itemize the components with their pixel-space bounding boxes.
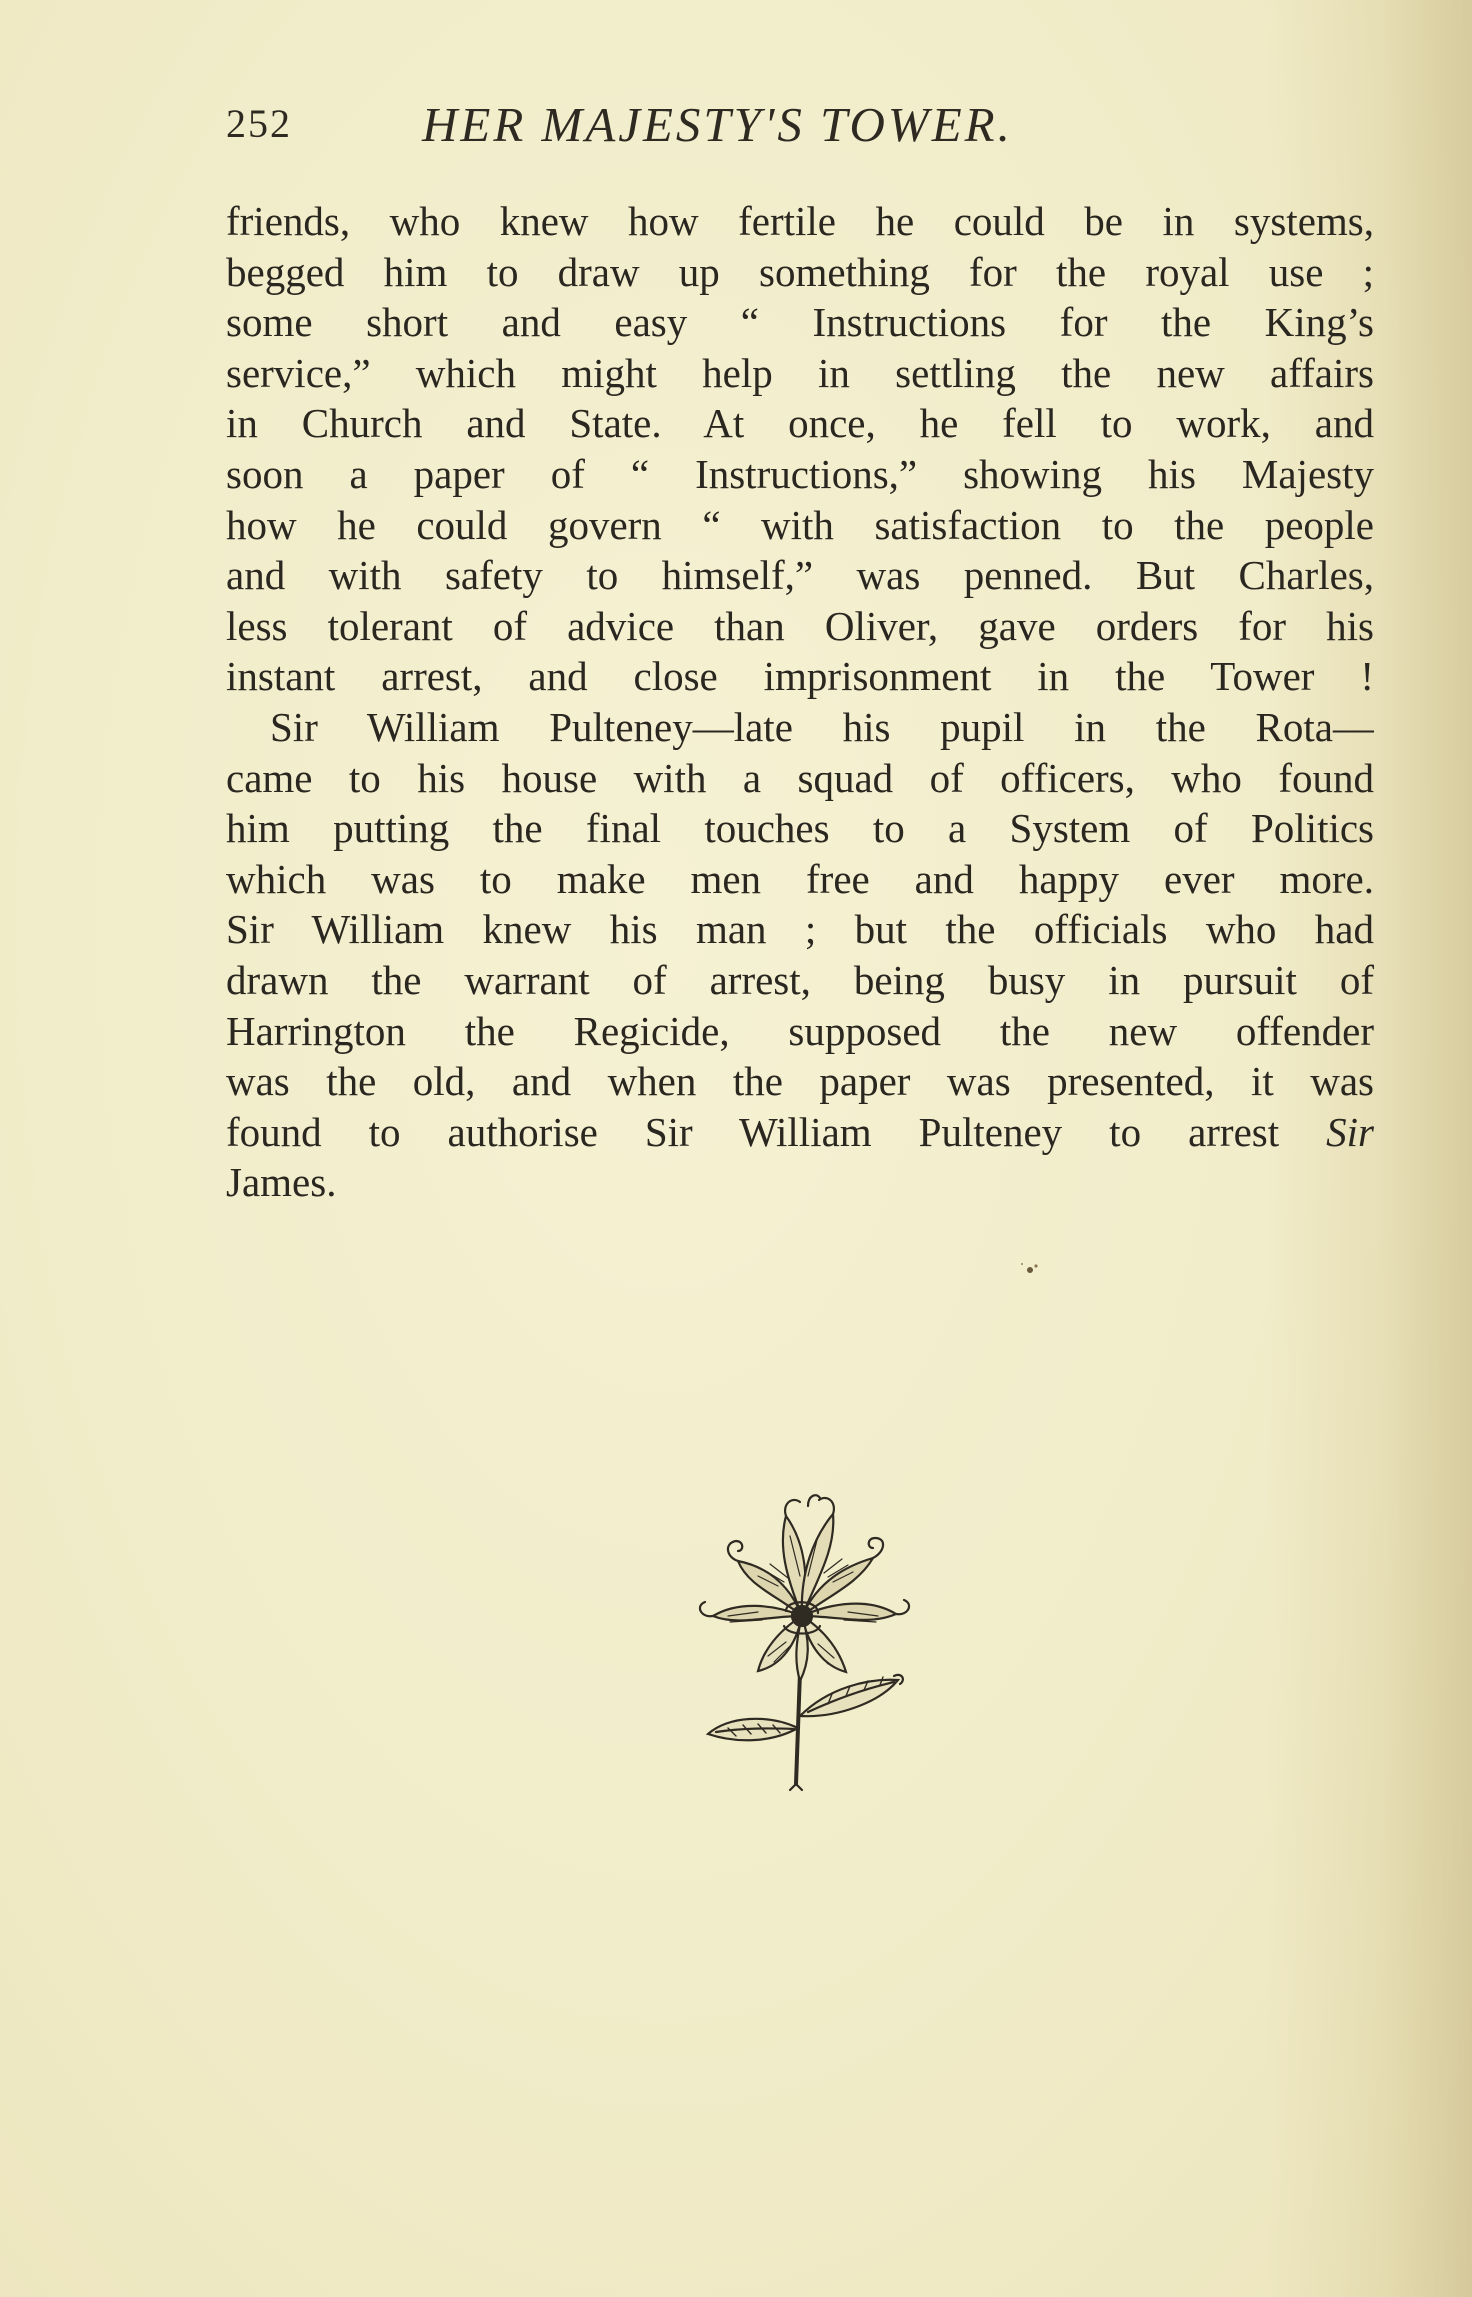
text-line: less tolerant of advice than Oliver, gave orders for his bbox=[226, 602, 1374, 649]
body-text bbox=[226, 196, 1374, 1208]
text-line: in Church and State. At once, he fell to work, and bbox=[226, 400, 1374, 447]
text-line: which was to make men free and happy ever more. bbox=[226, 855, 1374, 902]
italic-word: Sir bbox=[1326, 1108, 1374, 1155]
text-line: some short and easy “ Instructions for the King’s bbox=[226, 299, 1374, 346]
text-line bbox=[226, 1107, 1374, 1158]
text-line: instant arrest, and close imprisonment in the Tower ! bbox=[226, 653, 1374, 700]
floral-tailpiece-icon bbox=[668, 1466, 938, 1806]
text-line: came to his house with a squad of officers, who found bbox=[226, 754, 1374, 801]
text-line: and with safety to himself,” was penned. But Charles, bbox=[226, 552, 1374, 599]
text-line: begged him to draw up something for the royal use ; bbox=[226, 248, 1374, 295]
text-line: him putting the final touches to a System of Politics bbox=[226, 805, 1374, 852]
running-title: HER MAJESTY'S TOWER. bbox=[422, 97, 1013, 152]
text-line-last: James. bbox=[226, 1159, 337, 1206]
page-number: 252 bbox=[226, 101, 292, 146]
text-line: how he could govern “ with satisfaction to the people bbox=[226, 501, 1374, 548]
ink-speck bbox=[1000, 1250, 1080, 1290]
text-line-main: found to authorise Sir William Pulteney to arrest bbox=[226, 1108, 1280, 1155]
running-head bbox=[226, 96, 1376, 156]
text-line: was the old, and when the paper was presented, it was bbox=[226, 1058, 1374, 1105]
text-line: drawn the warrant of arrest, being busy in pursuit of bbox=[226, 956, 1374, 1003]
paragraph-start-line: Sir William Pulteney—late his pupil in the Rota— bbox=[270, 703, 1374, 750]
text-line: Sir William knew his man ; but the officials who had bbox=[226, 906, 1374, 953]
text-line: friends, who knew how fertile he could be in systems, bbox=[226, 198, 1374, 244]
text-line: Harrington the Regicide, supposed the new offender bbox=[226, 1007, 1374, 1054]
text-line: soon a paper of “ Instructions,” showing his Majesty bbox=[226, 450, 1374, 497]
text-line: service,” which might help in settling the new affairs bbox=[226, 349, 1374, 396]
